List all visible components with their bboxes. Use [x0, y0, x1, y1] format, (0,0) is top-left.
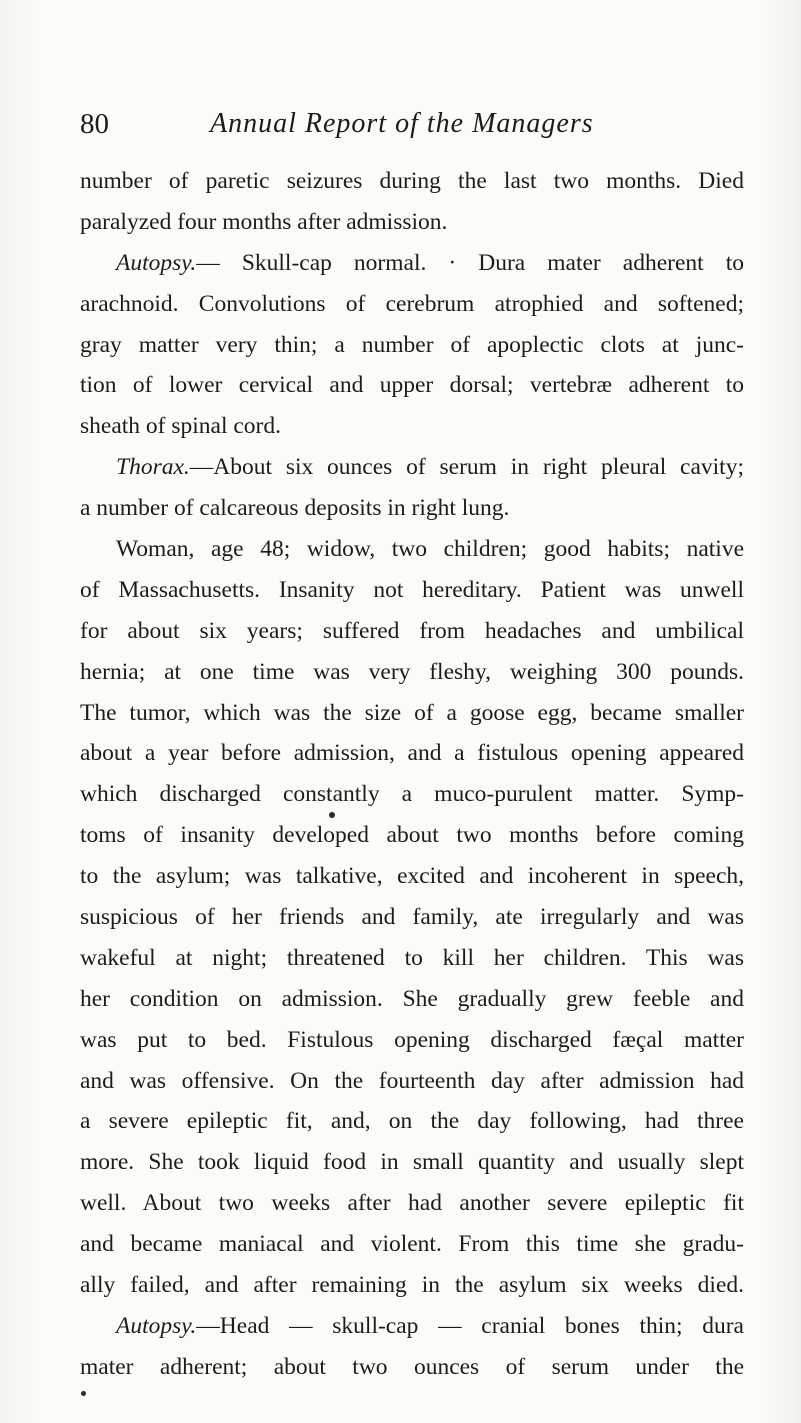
text-line — [80, 243, 744, 284]
text-line: more. She took liquid food in small quantity and usually slept — [80, 1149, 744, 1176]
text-line: was put to bed. Fistulous opening discharged fæçal matter — [80, 1026, 744, 1053]
text-line: well. About two weeks after had another severe epileptic fit — [80, 1190, 744, 1217]
text-line: gray matter very thin; a number of apoplectic clots at junc- — [80, 331, 744, 358]
ink-speck — [329, 812, 335, 818]
text-line: arachnoid. Convolutions of cerebrum atrophied and softened; — [80, 290, 744, 317]
text-line-rest: — Skull-cap normal. · Dura mater adherent to — [196, 249, 744, 276]
text-line — [80, 447, 744, 488]
text-line: a severe epileptic fit, and, on the day following, had three — [80, 1108, 744, 1135]
body-text — [80, 161, 744, 1388]
text-line: her condition on admission. She gradually grew feeble and — [80, 985, 744, 1012]
text-line: ally failed, and after remaining in the asylum six weeks died. — [80, 1272, 744, 1299]
text-line: of Massachusetts. Insanity not hereditary. Patient was unwell — [80, 576, 744, 603]
ink-speck — [81, 1391, 86, 1396]
text-line-rest: —Head — skull-cap — cranial bones thin; dura — [196, 1312, 744, 1339]
text-line: hernia; at one time was very fleshy, weighing 300 pounds. — [80, 658, 744, 685]
text-line: and was offensive. On the fourteenth day after admission had — [80, 1067, 744, 1094]
text-line: suspicious of her friends and family, ate irregularly and was — [80, 904, 744, 931]
text-line: mater adherent; about two ounces of serum under the — [80, 1353, 744, 1380]
text-line: to the asylum; was talkative, excited and incoherent in speech, — [80, 863, 744, 890]
section-heading-thorax: Thorax. — [116, 454, 190, 481]
text-line: which discharged constantly a muco-purulent matter. Symp- — [80, 781, 744, 808]
text-line: The tumor, which was the size of a goose egg, became smaller — [80, 699, 744, 726]
text-line: toms of insanity developed about two months before coming — [80, 822, 744, 849]
text-line: and became maniacal and violent. From this time she gradu- — [80, 1231, 744, 1258]
text-line: a number of calcareous deposits in right lung. — [80, 495, 510, 522]
text-line-rest: —About six ounces of serum in right pleural cavity; — [189, 454, 744, 481]
text-line: number of paretic seizures during the last two months. Died — [80, 168, 744, 194]
text-line: sheath of spinal cord. — [80, 413, 282, 440]
text-line: Woman, age 48; widow, two children; good habits; native — [116, 536, 744, 563]
section-heading-autopsy: Autopsy. — [116, 249, 197, 276]
text-line: tion of lower cervical and upper dorsal; vertebræ adherent to — [80, 372, 744, 399]
text-line — [80, 1306, 744, 1347]
text-line: for about six years; suffered from headaches and umbilical — [80, 617, 744, 644]
page-header — [80, 104, 740, 144]
section-heading-autopsy: Autopsy. — [116, 1312, 197, 1339]
running-title: Annual Report of the Managers — [210, 108, 594, 139]
text-line: paralyzed four months after admission. — [80, 208, 448, 235]
text-line: wakeful at night; threatened to kill her children. This was — [80, 944, 744, 971]
text-line: about a year before admission, and a fistulous opening appeared — [80, 740, 744, 767]
page-number: 80 — [80, 108, 109, 140]
